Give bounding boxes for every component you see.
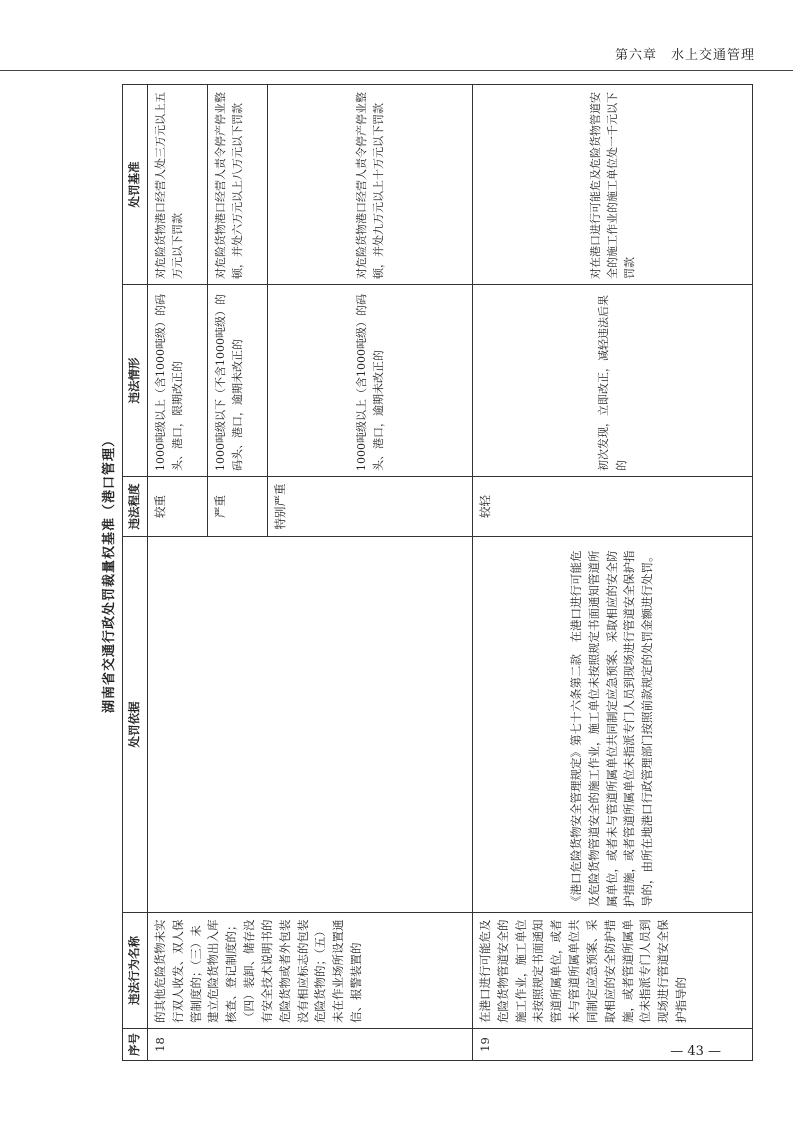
row18-num: 18	[148, 1029, 473, 1061]
chapter-title: 第六章 水上交通管理	[614, 48, 755, 63]
penalty-table	[122, 84, 753, 1061]
table-header-row	[123, 85, 148, 1061]
row18-degree-1: 较重	[148, 477, 208, 537]
row18-name: 的其他危险货物未实行双人收发、双人保管制度的；（三）未建立危险货物出入库核查、登记制度的；（四）装卸、储存没有安全技术说明书的危险货物或者外包装没有相应标志的包装危险货物的；（五）未在作业场所设置通信、报警装置的	[148, 913, 473, 1029]
col-header-name: 违法行为名称	[123, 913, 148, 1029]
row19-num: 19	[473, 1029, 753, 1061]
row18-degree-2: 严重	[208, 477, 268, 537]
row19-degree: 较轻	[473, 477, 753, 537]
row18-basis	[148, 537, 473, 913]
page-number: — 43 —	[670, 1044, 721, 1059]
row19-standard: 对在港口进行可能危及危险货物管道安全的施工作业的施工单位处一千元以下罚款	[473, 85, 753, 285]
table-row-18a	[148, 85, 208, 1061]
table-title: 湖南省交通行政处罚裁量权基准（港口管理）	[102, 433, 117, 714]
row19-name: 在港口进行可能危及危险货物管道安全的施工作业，施工单位未按照规定书面通知管道所属单位，或者未与管道所属单位共同制定应急预案、采取相应的安全防护措施，或者管道所属单位未指派专门人员到现场进行管道安全保护指导的	[473, 913, 753, 1029]
row18-situation-3: 1000吨级以上（含1000吨级）的码头、港口，逾期未改正的	[268, 285, 473, 477]
row18-standard-1: 对危险货物港口经营人处三万元以上五万元以下罚款	[148, 85, 208, 285]
col-header-num: 序号	[123, 1029, 148, 1061]
row18-standard-3: 对危险货物港口经营人责令停产停业整顿，并处九万元以上十万元以下罚款	[268, 85, 473, 285]
col-header-basis: 处罚依据	[123, 537, 148, 913]
col-header-situation: 违法情形	[123, 285, 148, 477]
table-row-19	[473, 85, 753, 1061]
rotated-content	[100, 85, 753, 1061]
row18-standard-2: 对危险货物港口经营人责令停产停业整顿，并处六万元以上八万元以下罚款	[208, 85, 268, 285]
row18-situation-1: 1000吨级以上（含1000吨级）的码头、港口，限期改正的	[148, 285, 208, 477]
row18-degree-3: 特别严重	[268, 477, 473, 537]
col-header-degree: 违法程度	[123, 477, 148, 537]
header-rule	[0, 70, 793, 71]
col-header-standard: 处罚基准	[123, 85, 148, 285]
row18-situation-2: 1000吨级以下（不含1000吨级）的码头、港口，逾期未改正的	[208, 285, 268, 477]
rotated-table-area	[100, 85, 753, 1061]
page-header	[0, 0, 793, 75]
row19-situation: 初次发现，立即改正，减轻违法后果的	[473, 285, 753, 477]
row19-basis: 《港口危险货物安全管理规定》第七十六条第二款 在港口进行可能危及危险货物管道安全的施工作业，施工单位未按照规定书面通知管道所属单位，或者未与管道所属单位共同制定应急预案、采取相应的安全防护措施，或者管道所属单位未指派专门人员到现场进行管道安全保护指导的，由所在地港口行政管理部门按照前款规定的处罚金额进行处罚。	[473, 537, 753, 913]
